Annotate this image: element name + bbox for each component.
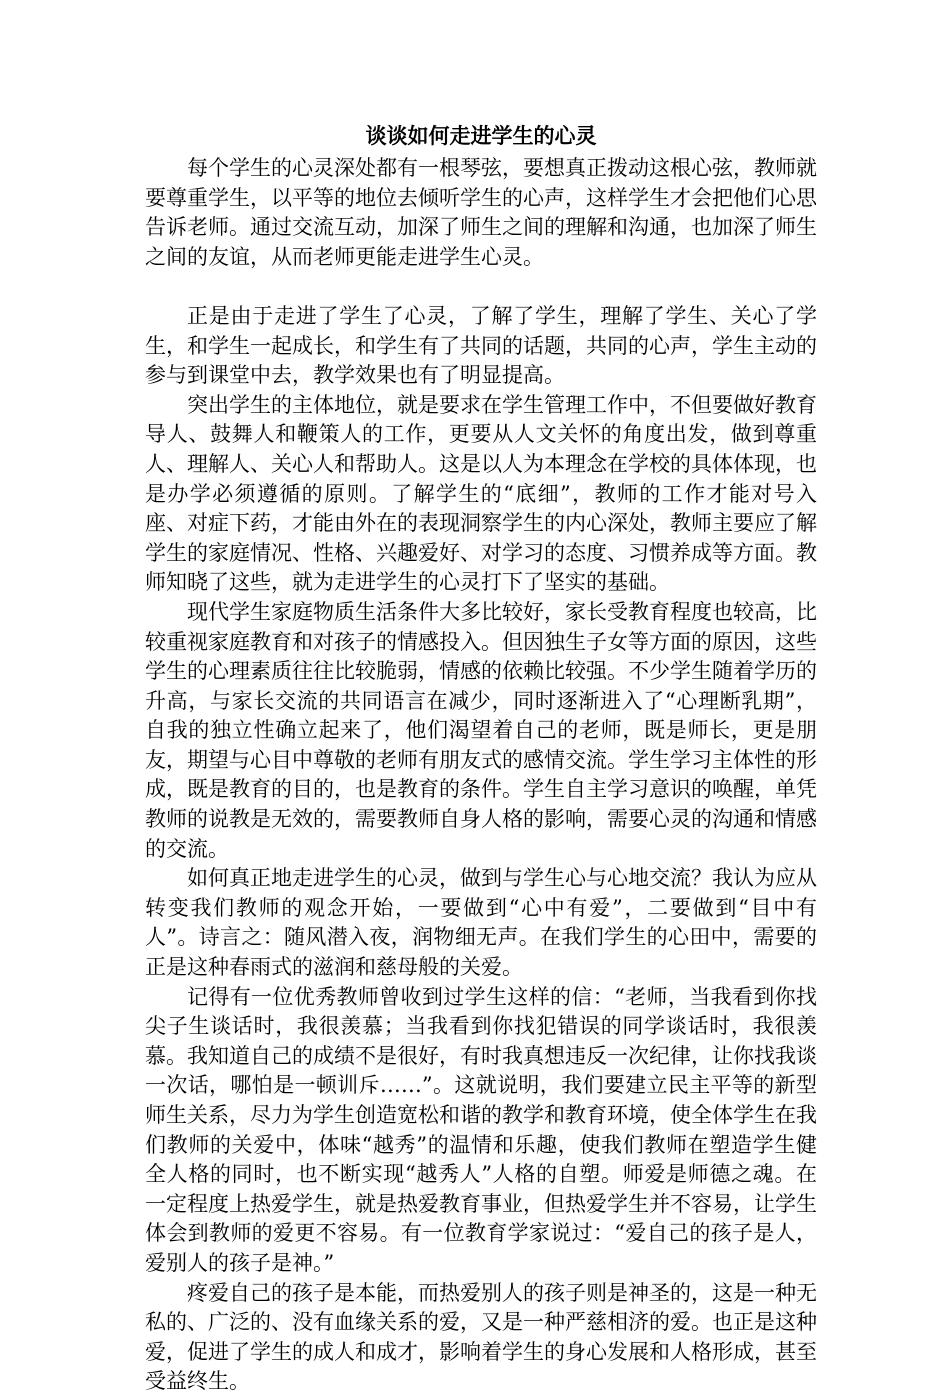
paragraph-1: 每个学生的心灵深处都有一根琴弦，要想真正拨动这根心弦，教师就要尊重学生，以平等的地位去倾听学生的心声，这样学生才会把他们心思告诉老师。通过交流互动，加深了师生之间的理解和沟通，也加深了师生之间的友谊，从而老师更能走进学生心灵。 [145, 156, 817, 269]
paragraph-2: 正是由于走进了学生了心灵，了解了学生，理解了学生、关心了学生，和学生一起成长，和学生有了共同的话题，共同的心声，学生主动的参与到课堂中去，教学效果也有了明显提高。 [145, 303, 817, 388]
paragraph-6: 记得有一位优秀教师曾收到过学生这样的信：“老师，当我看到你找尖子生谈话时，我很羡慕；当我看到你找犯错误的同学谈话时，我很羡慕。我知道自己的成绩不是很好，有时我真想违反一次纪律，让你找我谈一次话，哪怕是一顿训斥……”。这就说明，我们要建立民主平等的新型师生关系，尽力为学生创造宽松和谐的教学和教育环境，使全体学生在我们教师的关爱中，体味“越秀”的温情和乐趣，使我们教师在塑造学生健全人格的同时，也不断实现“越秀人”人格的自塑。师爱是师德之魂。在一定程度上热爱学生，就是热爱教育事业，但热爱学生并不容易，让学生体会到教师的爱更不容易。有一位教育学家说过：“爱自己的孩子是人，爱别人的孩子是神。” [145, 984, 817, 1275]
paragraph-spacer [145, 272, 817, 302]
paragraph-5: 如何真正地走进学生的心灵，做到与学生心与心地交流？我认为应从转变我们教师的观念开始，一要做到“心中有爱”，二要做到“目中有人”。诗言之：随风潜入夜，润物细无声。在我们学生的心田中，需要的正是这种春雨式的滋润和慈母般的关爱。 [145, 866, 817, 980]
paragraph-4: 现代学生家庭物质生活条件大多比较好，家长受教育程度也较高，比较重视家庭教育和对孩子的情感投入。但因独生子女等方面的原因，这些学生的心理素质往往比较脆弱，情感的依赖比较强。不少学生随着学历的升高，与家长交流的共同语言在减少，同时逐渐进入了“心理断乳期”，自我的独立性确立起来了，他们渴望着自己的老师，既是师长，更是朋友，期望与心目中尊敬的老师有朋友式的感情交流。学生学习主体性的形成，既是教育的目的，也是教育的条件。学生自主学习意识的唤醒，单凭教师的说教是无效的，需要教师自身人格的影响，需要心灵的沟通和情感的交流。 [145, 599, 817, 861]
paragraph-3: 突出学生的主体地位，就是要求在学生管理工作中，不但要做好教育导人、鼓舞人和鞭策人的工作，更要从人文关怀的角度出发，做到尊重人、理解人、关心人和帮助人。这是以人为本理念在学校的具体体现，也是办学必须遵循的原则。了解学生的“底细”，教师的工作才能对号入座、对症下药，才能由外在的表现洞察学生的内心深处，教师主要应了解学生的家庭情况、性格、兴趣爱好、对学习的态度、习惯养成等方面。教师知晓了这些，就为走进学生的心灵打下了坚实的基础。 [145, 392, 817, 595]
document-title: 谈谈如何走进学生的心灵 [365, 123, 597, 148]
paragraph-7: 疼爱自己的孩子是本能，而热爱别人的孩子则是神圣的，这是一种无私的、广泛的、没有血缘关系的爱，又是一种严慈相济的爱。也正是这种爱，促进了学生的成人和成才，影响着学生的身心发展和人格形成，甚至受益终生。 [145, 1280, 817, 1394]
document-page [145, 118, 817, 1397]
